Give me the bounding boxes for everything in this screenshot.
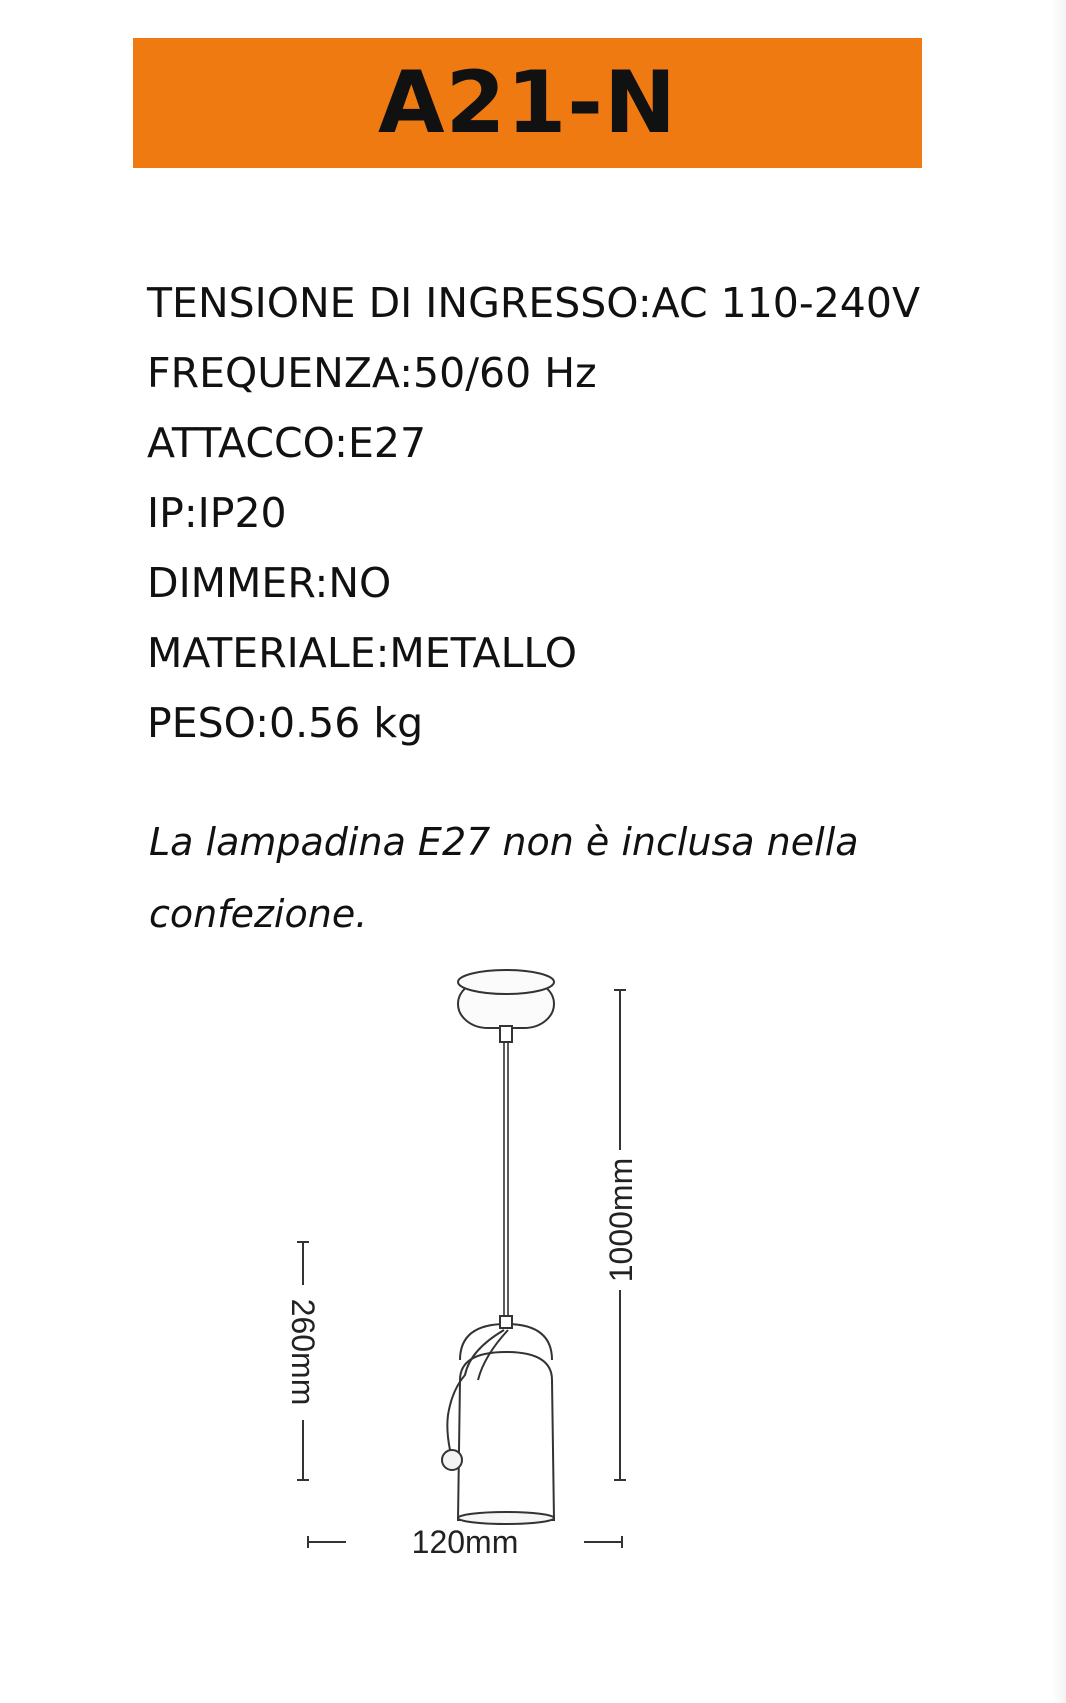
spec-line-voltage: TENSIONE DI INGRESSO:AC 110-240V [147,279,920,327]
title-banner [133,38,922,168]
product-code-title: A21-N [378,53,677,153]
bulb-not-included-note: La lampadina E27 non è inclusa nella confezione. [149,820,859,936]
spec-list [147,268,920,758]
suspension-cable [504,1042,508,1317]
lamp-shade [442,1316,554,1524]
spec-line-dimmer: DIMMER:NO [147,559,392,607]
shade-height-label: 260mm [285,1298,321,1406]
lamp-dimension-drawing [260,960,720,1660]
spec-line-weight: PESO:0.56 kg [147,699,424,747]
total-height-label: 1000mm [603,1157,639,1283]
spec-line-ip-rating: IP:IP20 [147,489,287,537]
ceiling-canopy [458,970,554,1042]
spec-line-socket: ATTACCO:E27 [147,419,427,467]
shade-width-label: 120mm [411,1524,519,1560]
spec-line-frequency: FREQUENZA:50/60 Hz [147,349,597,397]
spec-line-material: MATERIALE:METALLO [147,629,578,677]
right-edge-shadow [1052,0,1066,1703]
